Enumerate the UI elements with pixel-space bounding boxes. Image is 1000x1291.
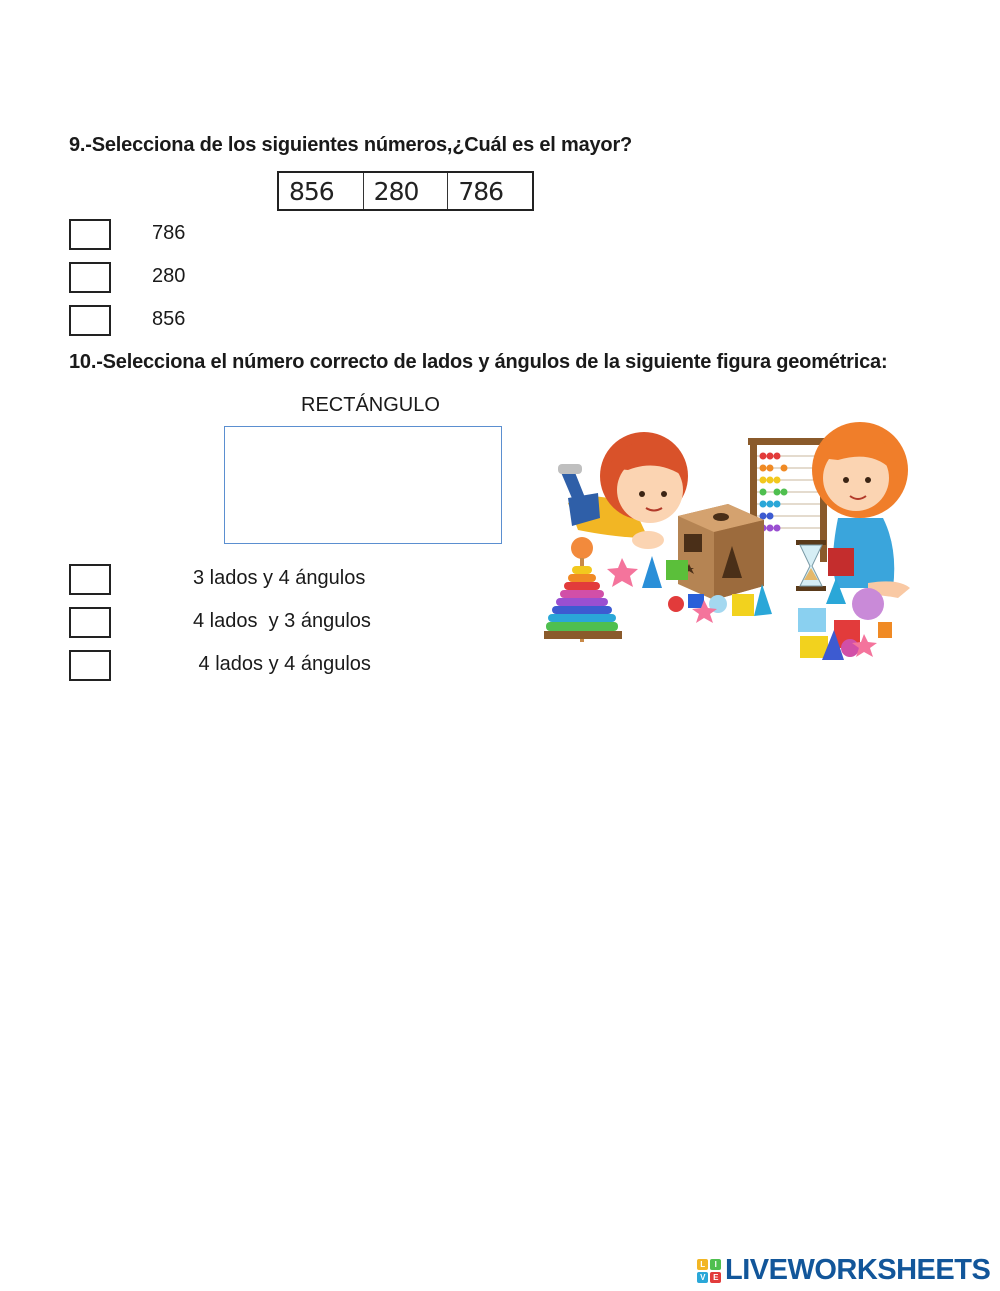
q10-option-1-checkbox[interactable]: [69, 564, 111, 595]
logo-letter: I: [710, 1259, 721, 1270]
q9-option-2-label: 280: [152, 265, 186, 287]
brand-name: LIVEWORKSHEETS: [725, 1254, 991, 1286]
numbers-table-cell: 786: [458, 176, 504, 206]
q10-option-2-checkbox[interactable]: [69, 607, 111, 638]
liveworksheets-logo-icon: [697, 1259, 721, 1283]
q9-option-1-label: 786: [152, 222, 186, 244]
kids-playing-illustration: [538, 408, 918, 670]
question-10-title: 10.-Selecciona el número correcto de lados y ángulos de la siguiente figura geométrica:: [69, 351, 888, 373]
q10-option-2-label: 4 lados y 3 ángulos: [193, 610, 371, 632]
question-9-title: 9.-Selecciona de los siguientes números,¿Cuál es el mayor?: [69, 134, 633, 156]
q9-option-2-checkbox[interactable]: [69, 262, 111, 293]
q10-option-1-label: 3 lados y 4 ángulos: [193, 567, 366, 589]
shape-sorter-box-icon: [678, 504, 764, 600]
boy-figure-icon: [558, 432, 688, 549]
rectangle-figure: [224, 426, 502, 544]
stacking-rings-icon: [544, 537, 622, 642]
q9-option-3-checkbox[interactable]: [69, 305, 111, 336]
logo-letter: L: [697, 1259, 708, 1270]
logo-letter: E: [710, 1272, 721, 1283]
logo-letter: V: [697, 1272, 708, 1283]
liveworksheets-logo: [697, 1254, 990, 1287]
q9-option-1-checkbox[interactable]: [69, 219, 111, 250]
numbers-table: [277, 171, 534, 211]
shape-caption: RECTÁNGULO: [301, 394, 440, 416]
q10-option-3-checkbox[interactable]: [69, 650, 111, 681]
numbers-table-cell: 856: [279, 173, 364, 209]
q10-option-3-label: 4 lados y 4 ángulos: [193, 653, 371, 675]
q9-option-3-label: 856: [152, 308, 186, 330]
numbers-table-cell: 280: [364, 173, 449, 209]
